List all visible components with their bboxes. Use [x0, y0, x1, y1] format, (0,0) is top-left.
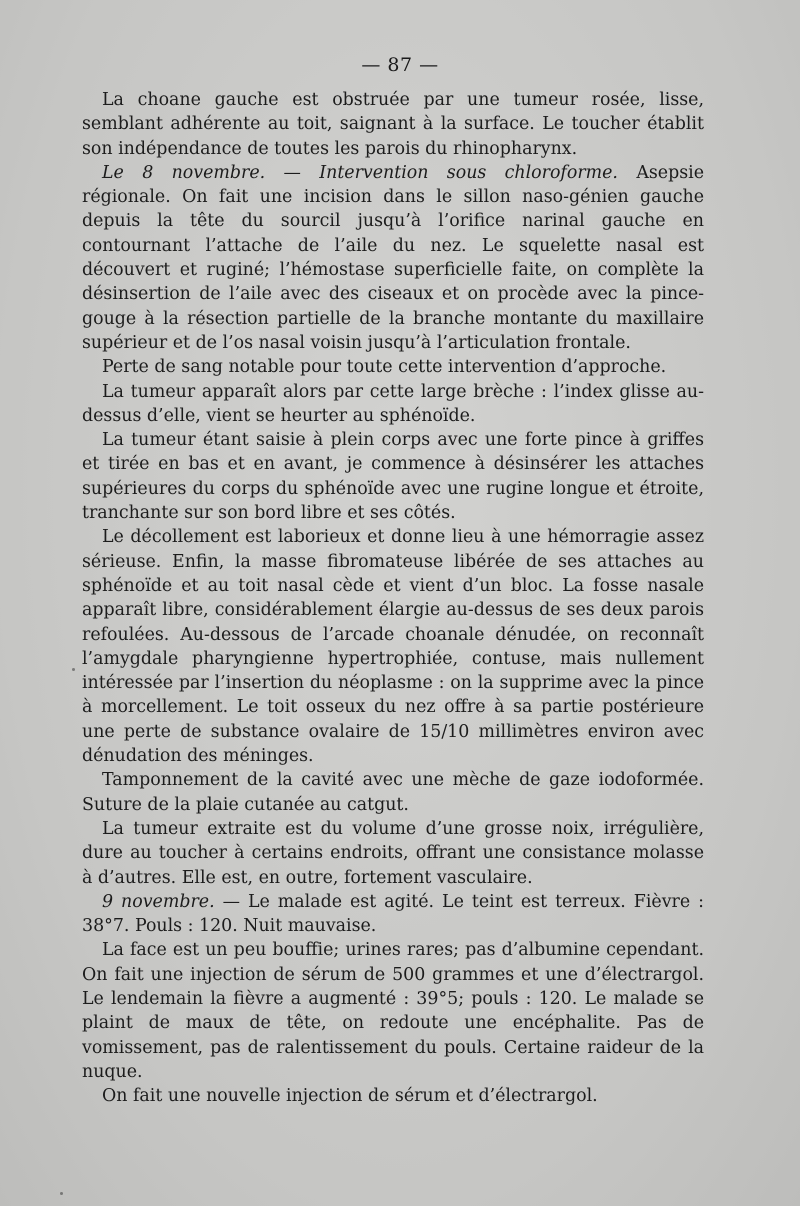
paragraph-choane [82, 88, 704, 161]
paper-speck [72, 668, 75, 671]
paragraph-9-novembre [82, 890, 704, 939]
paragraph-tamponnement [82, 768, 704, 817]
text-segment: La face est un peu bouffie; urines rares; pas d’albumine cependant. On fait une injection de sérum de 500 grammes et une d’électrargol. Le lendemain la fièvre a augmenté : 39°5; pouls : 120. Le malade se plaint de maux de tête, on redoute une encéphalite. Pas de vomissement, pas de ralentissement du pouls. Certaine raideur de la nuque. [82, 940, 704, 1082]
body-text [82, 88, 704, 1108]
paragraph-intervention [82, 161, 704, 355]
page-number: — 87 — [361, 54, 439, 76]
paragraph-tumeur-apparait [82, 380, 704, 429]
paragraph-tumeur-extraite [82, 817, 704, 890]
date-heading-9-novembre: 9 novembre. [102, 891, 215, 912]
text-segment: La tumeur extraite est du volume d’une grosse noix, irrégulière, dure au toucher à certains endroits, offrant une consistance molasse à d’autres. Elle est, en outre, fortement vasculaire. [82, 818, 704, 888]
text-segment: Perte de sang notable pour toute cette intervention d’approche. [102, 357, 667, 378]
paragraph-perte-de-sang [82, 355, 704, 379]
text-segment: — Le malade est agité. Le teint est terreux. Fièvre : 38°7. Pouls : 120. Nuit mauvaise. [82, 891, 704, 937]
text-segment: Tamponnement de la cavité avec une mèche de gaze iodoformée. Suture de la plaie cutanée au catgut. [82, 770, 704, 815]
text-segment: On fait une nouvelle injection de sérum et d’électrargol. [102, 1086, 598, 1107]
paragraph-face-bouffie [82, 938, 704, 1084]
paper-speck [60, 1192, 63, 1195]
text-segment: Asepsie régionale. On fait une incision dans le sillon naso-génien gauche depuis la tête du sourcil jusqu’à l’orifice narinal gauche en contournant l’attache de l’aile du nez. Le squelette nasal est découvert et ruginé; l’hémostase superficielle faite, on complète la désinsertion de l’aile avec des ciseaux et on procède avec la pince-gouge à la résection partielle de la branche montante du maxillaire supérieur et de l’os nasal voisin jusqu’à l’articulation frontale. [82, 162, 705, 353]
text-segment: La choane gauche est obstruée par une tumeur rosée, lisse, semblant adhérente au toit, saignant à la surface. Le toucher établit son indépendance de toutes les parois du rhinopharynx. [82, 90, 704, 159]
date-heading-8-novembre: Le 8 novembre. — Intervention sous chloroforme. [102, 162, 618, 183]
paragraph-decollement [82, 525, 704, 768]
text-segment: La tumeur étant saisie à plein corps avec une forte pince à griffes et tirée en bas et en avant, je commence à désinsérer les attaches supérieures du corps du sphénoïde avec une rugine longue et étroite, tranchante sur son bord libre et ses côtés. [82, 430, 704, 524]
text-segment: La tumeur apparaît alors par cette large brèche : l’index glisse au-dessus d’elle, vient se heurter au sphénoïde. [82, 381, 704, 426]
paragraph-nouvelle-injection [82, 1084, 704, 1108]
text-segment: Le décollement est laborieux et donne lieu à une hémorragie assez sérieuse. Enfin, la masse fibromateuse libérée de ses attaches au sphénoïde et au toit nasal cède et vient d’un bloc. La fosse nasale apparaît libre, considérablement élargie au-dessus de ses deux parois refoulées. Au-dessous de l’arcade choanale dénudée, on reconnaît l’amygdale pharyngienne hypertrophiée, contuse, mais nullement intéressée par l’insertion du néoplasme : on la supprime avec la pince à morcellement. Le toit osseux du nez offre à sa partie postérieure une perte de substance ovalaire de 15/10 millimètres environ avec dénudation des méninges. [82, 527, 704, 767]
paragraph-tumeur-saisie [82, 428, 704, 525]
